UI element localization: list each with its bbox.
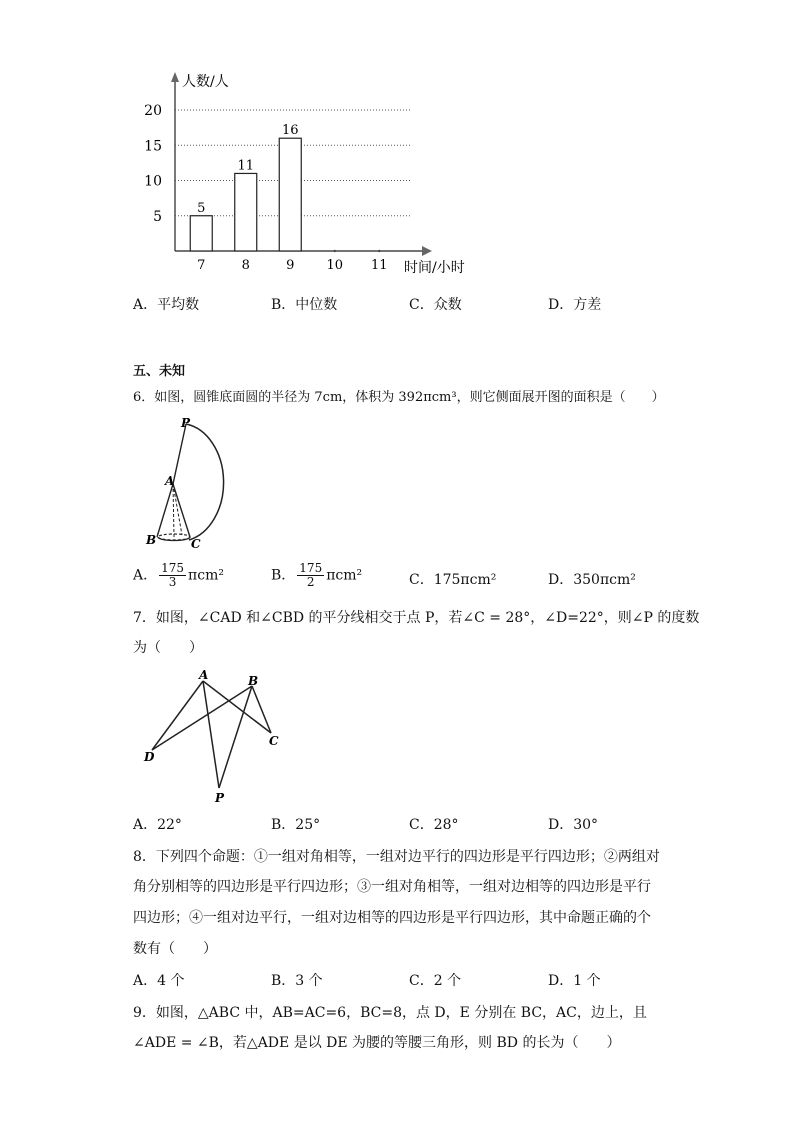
q7-option-a: A．22°: [133, 817, 182, 833]
q8-line2: 角分别相等的四边形是平行四边形；③一组对角相等，一组对边相等的四边形是平行: [133, 879, 651, 895]
q6-label-b: B: [146, 533, 157, 547]
q7-label-d: D: [144, 750, 155, 764]
q7-stem-line2: 为（ ）: [133, 640, 203, 656]
bar-value-label: 16: [281, 123, 299, 139]
section-title: 五、未知: [133, 364, 186, 379]
q7-label-c: C: [269, 734, 279, 748]
y-tick-label: 15: [144, 138, 162, 155]
x-tick-label: 10: [326, 258, 344, 273]
q6-option-d: D．350πcm²: [548, 572, 636, 588]
q6-option-a-fraction: [159, 562, 186, 589]
q7-label-a: A: [199, 668, 209, 682]
q8-line4: 数有（ ）: [133, 941, 217, 957]
q7-seg-ad: [152, 681, 203, 750]
x-axis-arrow: [422, 246, 432, 256]
y-axis-label: 人数/人: [182, 74, 229, 90]
q6-option-b-unit: πcm²: [326, 567, 363, 584]
x-axis-label: 时间/小时: [404, 260, 465, 276]
cone-height: [173, 484, 174, 537]
q6-option-a-denominator: 3: [168, 575, 177, 589]
q7-seg-bp: [219, 686, 252, 788]
q6-cone-figure: [140, 416, 240, 556]
q5-option-a: A．平均数: [133, 297, 200, 313]
bar-8: [235, 173, 257, 251]
cone-left-side: [157, 484, 173, 537]
y-tick-label: 20: [144, 103, 162, 119]
x-tick-label: 8: [241, 258, 250, 273]
q6-option-a: [133, 562, 224, 589]
bar-7: [190, 216, 212, 251]
bar-9: [279, 138, 301, 251]
q6-option-c: C．175πcm²: [409, 572, 497, 588]
q7-seg-ap: [203, 681, 219, 788]
q6-label-c: C: [191, 537, 201, 551]
q8-option-a: A．4 个: [133, 973, 185, 989]
q6-option-b: [271, 562, 362, 589]
q6-option-a-numerator: 175: [161, 561, 185, 575]
q8-line3: 四边形；④一组对边平行，一组对边相等的四边形是平行四边形，其中命题正确的个: [133, 910, 651, 926]
x-tick-label: 7: [197, 258, 206, 273]
bar-chart: [130, 62, 480, 282]
q6-option-b-fraction: [297, 562, 324, 589]
q5-option-c: C．众数: [409, 297, 462, 313]
y-tick-label: 10: [144, 173, 162, 190]
q6-option-b-denominator: 2: [306, 575, 315, 589]
x-tick-label: 11: [370, 258, 388, 273]
q6-option-a-unit: πcm²: [188, 567, 224, 584]
q8-option-c: C．2 个: [409, 973, 462, 989]
q7-label-b: B: [248, 674, 259, 688]
q6-label-p: P: [181, 416, 191, 430]
cone-right-side: [173, 484, 190, 537]
q7-stem-line1: 7．如图，∠CAD 和∠CBD 的平分线相交于点 P，若∠C = 28°，∠D=22°，则∠P 的度数: [133, 610, 700, 626]
q8-line1: 8．下列四个命题：①一组对角相等，一组对边平行的四边形是平行四边形；②两组对: [133, 849, 660, 865]
bar-value-label: 11: [237, 158, 255, 174]
q7-label-p: P: [215, 791, 225, 805]
bar-value-label: 5: [197, 200, 206, 216]
y-tick-label: 5: [153, 208, 162, 225]
q9-line2: ∠ADE = ∠B，若△ADE 是以 DE 为腰的等腰三角形，则 BD 的长为（ ）: [133, 1035, 621, 1051]
q5-option-d: D．方差: [548, 297, 602, 313]
zero-point-10: [334, 250, 336, 252]
q7-option-c: C．28°: [409, 817, 459, 833]
q7-option-d: D．30°: [548, 817, 599, 833]
sector-arc: [186, 424, 224, 540]
q6-option-b-numerator: 175: [299, 561, 323, 575]
x-tick-label: 9: [286, 258, 295, 273]
q5-option-b: B．中位数: [271, 297, 338, 313]
y-axis-arrow: [171, 72, 179, 82]
q8-option-b: B．3 个: [271, 973, 323, 989]
q7-figure: [140, 664, 290, 809]
sector-slant-line: [173, 424, 186, 484]
q9-line1: 9．如图，△ABC 中，AB=AC=6，BC=8，点 D，E 分别在 BC，AC，边上，且: [133, 1005, 647, 1021]
q7-seg-bd: [152, 686, 252, 750]
q7-option-b: B．25°: [271, 817, 321, 833]
zero-point-11: [378, 250, 380, 252]
q6-stem: 6．如图，圆锥底面圆的半径为 7cm，体积为 392πcm³，则它侧面展开图的面积是（ ）: [133, 390, 665, 405]
q6-option-a-prefix: A．: [133, 567, 158, 584]
q6-option-b-prefix: B．: [271, 567, 296, 584]
q8-option-d: D．1 个: [548, 973, 601, 989]
q6-label-a: A: [165, 474, 175, 488]
